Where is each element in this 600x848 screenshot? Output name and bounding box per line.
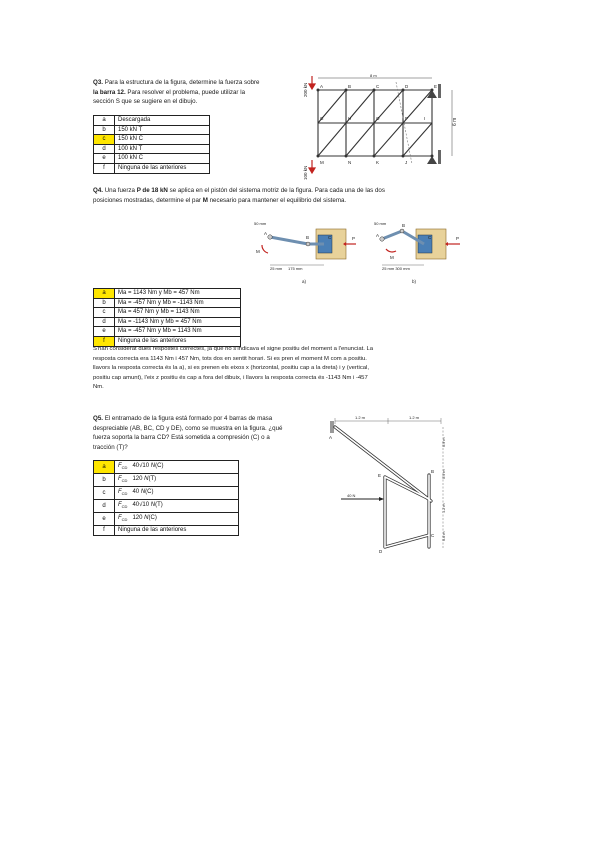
svg-text:0.9 m: 0.9 m <box>442 469 446 479</box>
q5-side-dims <box>442 438 446 542</box>
q4-line2-bold: M <box>202 196 208 204</box>
q5-wall-support <box>330 421 334 433</box>
svg-text:C: C <box>376 84 380 89</box>
q3-truss-figure <box>304 72 464 184</box>
q4a-moment-arrow <box>262 245 268 253</box>
svg-text:E: E <box>378 473 382 478</box>
q4b-caption: b) <box>412 279 417 284</box>
option-text: Ma = -457 Nm y Mb = 1143 Nm <box>115 327 241 337</box>
option-formula: $F_{CD}$ 120 N(C) <box>115 513 239 526</box>
q3-option-row[interactable] <box>94 135 210 145</box>
q5-frame-figure <box>325 413 455 565</box>
option-text: 100 kN C <box>115 154 210 164</box>
q4-option-row[interactable] <box>94 308 241 318</box>
svg-text:M: M <box>320 160 324 165</box>
option-letter: a <box>94 116 115 126</box>
option-letter: b <box>94 474 115 487</box>
svg-text:G: G <box>320 116 324 121</box>
option-letter: f <box>94 336 115 346</box>
q3-label: Q3. <box>93 79 103 86</box>
q3-line2-rest: Para resolver el problema, puede utilizar la <box>125 88 246 96</box>
svg-text:N: N <box>348 160 352 165</box>
q4b-pin-B <box>400 229 404 233</box>
q4-statement <box>93 186 473 205</box>
svg-text:B: B <box>306 235 310 240</box>
svg-text:0.6 m: 0.6 m <box>442 531 446 541</box>
svg-text:B: B <box>402 223 406 228</box>
q4-note-line: S'han considerat dues respostes correctes, ja que no s'indicava el signe positiu del moment a l'enunciat. La <box>93 346 374 352</box>
q4b-crank-AB <box>382 231 402 239</box>
svg-text:0.9 m: 0.9 m <box>442 437 446 447</box>
q4-note-line: resposta correcta era 1143 Nm i 457 Nm, tots dos en sentit horari. Si es pren el moment M com a positiu. <box>93 355 367 362</box>
q4a-dim-top: 50 mm <box>254 221 267 226</box>
q5-option-row[interactable] <box>94 461 239 474</box>
option-text: Ma = 1143 Nm y Mb = 457 Nm <box>115 289 241 299</box>
q3-truss-members <box>318 90 432 156</box>
option-letter: a <box>94 289 115 299</box>
q5-statement <box>93 414 323 452</box>
q5-line2: despreciable (AB, BC, CD y DE), como se muestra en la figura. ¿qué <box>93 424 283 432</box>
option-formula: $F_{CD}$ 40√10 N(C) <box>115 461 239 474</box>
svg-text:M: M <box>256 249 260 254</box>
option-letter: f <box>94 526 115 536</box>
svg-text:D: D <box>405 84 409 89</box>
option-text: Ma = -457 Nm y Mb = -1143 Nm <box>115 298 241 308</box>
option-text: Ma = 457 Nm y Mb = 1143 Nm <box>115 308 241 318</box>
q4a-dim-side: 175 mm <box>288 266 303 271</box>
svg-text:K: K <box>376 160 380 165</box>
svg-text:C: C <box>328 235 332 240</box>
q4b-moment-arrow <box>386 249 396 252</box>
option-letter: d <box>94 144 115 154</box>
q3-statement <box>93 78 291 107</box>
q5-option-row[interactable] <box>94 474 239 487</box>
q4-line2-rest: necesario para mantener el equilibrio del sistema. <box>207 196 347 204</box>
svg-text:C: C <box>428 235 432 240</box>
q5-bars <box>335 427 431 547</box>
q4-option-row[interactable] <box>94 298 241 308</box>
q5-line3: fuerza soporta la barra CD? Está sometida a compresión (C) o a <box>93 434 270 442</box>
option-letter: e <box>94 513 115 526</box>
svg-text:I: I <box>424 116 426 121</box>
q5-label: Q5. <box>93 415 103 422</box>
q3-load-arrows <box>309 76 315 173</box>
q4b-pin-A <box>380 237 384 241</box>
q4-options-table <box>93 288 241 347</box>
svg-text:O: O <box>376 116 380 121</box>
option-letter: b <box>94 125 115 135</box>
q4a-dim-bottom: 25 mm <box>270 266 283 271</box>
svg-text:1.2 m: 1.2 m <box>442 503 446 513</box>
q3-line1: Para la estructura de la figura, determine la fuerza sobre <box>102 79 260 86</box>
q4-line1-pre: Una fuerza <box>102 187 137 194</box>
option-text: Ma = -1143 Nm y Mb = 457 Nm <box>115 317 241 327</box>
svg-text:B: B <box>348 84 352 89</box>
option-letter: e <box>94 154 115 164</box>
option-letter: f <box>94 163 115 173</box>
q4-option-row[interactable] <box>94 317 241 327</box>
q4-note-line: positiu cap amunt), l'eix z positiu és cap a fora del dibuix, i llavors la resposta correcta és -1143 Nm i -457 <box>93 374 368 381</box>
option-letter: c <box>94 308 115 318</box>
q4-note <box>93 345 473 393</box>
svg-text:M: M <box>390 255 394 260</box>
q4-label: Q4. <box>93 187 103 194</box>
q4-note-line: llavors la resposta correcta és la a), si es prenen els eixos x (horizontal, positiu cap a la dreta) i y (vertical, <box>93 365 369 372</box>
q3-option-row[interactable] <box>94 144 210 154</box>
q4-figure-a <box>248 217 360 285</box>
q3-joint-labels <box>320 84 437 165</box>
option-text: 150 kN T <box>115 125 210 135</box>
option-formula: $F_{CD}$ 120 N(T) <box>115 474 239 487</box>
q5-option-row[interactable] <box>94 513 239 526</box>
q5-option-row[interactable] <box>94 487 239 500</box>
option-letter: c <box>94 487 115 500</box>
option-letter: d <box>94 317 115 327</box>
q5-option-row[interactable] <box>94 526 239 536</box>
q5-line4: tracción (T)? <box>93 443 128 451</box>
q4a-crank-AB <box>270 237 308 244</box>
q4-note-line: Nm. <box>93 384 104 391</box>
svg-text:D: D <box>379 549 383 554</box>
svg-text:P: P <box>352 236 356 241</box>
q5-force-label: 40 N <box>347 493 356 498</box>
option-text: Descargada <box>115 116 210 126</box>
q5-option-row[interactable] <box>94 500 239 513</box>
q4-line2-pre: posiciones mostradas, determine el par <box>93 196 203 204</box>
q3-option-row[interactable] <box>94 163 210 173</box>
q3-load-top-label: 200 kN <box>303 82 308 97</box>
svg-text:H: H <box>348 116 352 121</box>
q3-supports <box>427 84 441 164</box>
svg-text:B: B <box>431 469 435 474</box>
q4a-pin-A <box>268 235 272 239</box>
q4-option-row[interactable] <box>94 327 241 337</box>
svg-text:A: A <box>320 84 324 89</box>
q3-option-row[interactable] <box>94 154 210 164</box>
option-text: Ninguna de las anteriores <box>115 526 239 536</box>
option-letter: a <box>94 461 115 474</box>
svg-text:A: A <box>264 231 268 236</box>
svg-text:E: E <box>434 84 438 89</box>
option-letter: e <box>94 327 115 337</box>
svg-text:P: P <box>456 236 460 241</box>
option-formula: $F_{CD}$ 40√10 N(T) <box>115 500 239 513</box>
q3-option-row[interactable] <box>94 116 210 126</box>
q4-line1-rest: se aplica en el pistón del sistema motriz de la figura. Para cada una de las dos <box>167 187 385 194</box>
option-letter: b <box>94 298 115 308</box>
q5-dim-left: 1.2 m <box>355 415 366 420</box>
q3-options-table <box>93 115 210 174</box>
option-text: 150 kN C <box>115 135 210 145</box>
q3-line3: sección S que se sugiere en el dibujo. <box>93 98 198 106</box>
svg-text:A: A <box>376 233 380 238</box>
svg-text:P: P <box>405 116 409 121</box>
q5-force-arrowhead <box>379 497 384 501</box>
svg-text:J: J <box>405 160 408 165</box>
q3-dim-width: 8 m <box>370 73 377 78</box>
q5-dim-right: 1.2 m <box>409 415 420 420</box>
q3-line2-bold: la barra 12. <box>93 88 126 96</box>
q5-line1: El entramado de la figura está formado por 4 barras de masa <box>102 415 273 422</box>
q4-line1-bold: P de 18 kN <box>136 187 168 194</box>
svg-text:A: A <box>329 435 333 440</box>
svg-text:C: C <box>431 533 435 538</box>
q4-figure-b <box>368 217 464 285</box>
option-letter: c <box>94 135 115 145</box>
option-letter: d <box>94 500 115 513</box>
option-text: Ninguna de las anteriores <box>115 163 210 173</box>
option-text: 100 kN T <box>115 144 210 154</box>
q3-dim-height: 6 m <box>452 117 458 126</box>
q4b-dim-top: 50 mm <box>374 221 387 226</box>
q4-option-row[interactable] <box>94 289 241 299</box>
option-text: Ninguna de las anteriores <box>115 336 241 346</box>
q4a-pin-B <box>306 242 310 246</box>
q5-options-table <box>93 460 239 536</box>
q4b-dim-bottom: 25 mm 300 mm <box>382 266 410 271</box>
q3-load-bottom-label: 100 kN <box>303 165 308 180</box>
q3-option-row[interactable] <box>94 125 210 135</box>
option-formula: $F_{CD}$ 40 N(C) <box>115 487 239 500</box>
q4a-caption: a) <box>302 279 307 284</box>
